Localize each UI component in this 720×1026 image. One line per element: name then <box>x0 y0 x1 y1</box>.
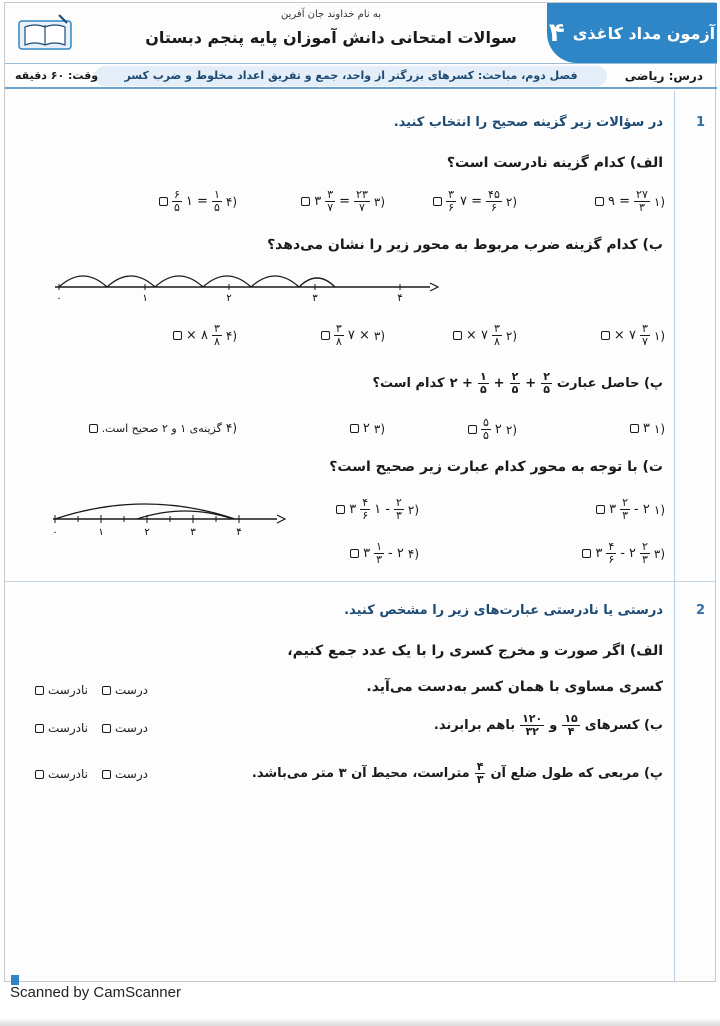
true-label: درست <box>114 683 148 697</box>
question-1a-text: الف) کدام گزینه نادرست است؟ <box>446 155 663 171</box>
checkbox[interactable] <box>173 331 182 340</box>
question-2-number: 2 <box>695 603 705 618</box>
question-text: و <box>549 718 558 733</box>
q1a-option-3[interactable]: (۳ $\frac{۲۳}{۷}$ = $\frac{۳}{۷}$ ۳ <box>301 189 385 214</box>
option-value: گزینه‌ی ۱ و ۲ صحیح است. <box>101 421 222 435</box>
option-label: (۲ <box>505 194 517 209</box>
fraction: $\frac{۲}{۵}$ <box>543 370 550 396</box>
axis-label: ۲ <box>144 527 150 538</box>
fraction: $\frac{۳}{۶}$ <box>448 188 455 214</box>
q1c-option-3[interactable] <box>350 421 385 436</box>
axis-label: ۱ <box>98 527 104 538</box>
question-2a-line-2: کسری مساوی با همان کسر به‌دست می‌آید. <box>366 679 663 695</box>
question-2-instruction: درستی یا نادرستی عبارت‌های زیر را مشخص کنید. <box>344 603 663 618</box>
axis-label: ۲ <box>226 293 232 304</box>
header-center <box>115 9 547 47</box>
option-label: (۱ <box>653 194 665 209</box>
option-label: (۳ <box>373 421 385 436</box>
fraction: $\frac{۲۷}{۳}$ <box>636 188 648 214</box>
fraction: $\frac{۴}{۳}$ <box>476 760 484 786</box>
fraction: $\frac{۱}{۳}$ <box>376 540 383 566</box>
q2a-true-choice[interactable] <box>102 683 148 697</box>
q1c-option-1[interactable] <box>630 421 665 436</box>
bismillah-line: به نام خداوند جان آفرین <box>281 9 381 20</box>
q2c-false-choice[interactable] <box>35 767 88 781</box>
checkbox[interactable] <box>102 686 111 695</box>
q2a-false-choice[interactable] <box>35 683 88 697</box>
q2b-answer-choices <box>35 721 148 735</box>
q1a-option-4[interactable] <box>159 189 237 214</box>
whole-number: ۳ <box>314 194 322 209</box>
q2b-true-choice[interactable] <box>102 721 148 735</box>
question-text: پ) حاصل عبارت <box>556 376 663 391</box>
fraction: $\frac{۳}{۷}$ <box>327 188 334 214</box>
fraction: $\frac{۲۳}{۷}$ <box>356 188 368 214</box>
option-label: (۲ <box>505 422 517 437</box>
book-logo-icon <box>15 11 75 55</box>
axis-label: ۳ <box>312 293 318 304</box>
fraction: $\frac{۲}{۳}$ <box>622 496 629 522</box>
option-label: (۳ <box>373 194 385 209</box>
q1c-option-4[interactable] <box>89 421 237 435</box>
expression-part: ۲ - <box>634 502 650 517</box>
fraction: $\frac{۳}{۸}$ <box>213 322 220 348</box>
whole-number: ۲ <box>494 422 502 437</box>
checkbox[interactable] <box>35 686 44 695</box>
question-text: باهم برابرند. <box>433 718 516 733</box>
expression-part: × ۷ <box>347 328 370 343</box>
fraction: $\frac{۳}{۷}$ <box>641 322 648 348</box>
checkbox[interactable] <box>336 505 345 514</box>
fraction: $\frac{۱۲۰}{۳۲}$ <box>522 712 543 738</box>
q2c-true-choice[interactable] <box>102 767 148 781</box>
question-1d-text: ت) با توجه به محور کدام عبارت زیر صحیح است؟ <box>329 459 663 475</box>
q1b-option-4[interactable] <box>173 323 237 348</box>
checkbox[interactable] <box>468 425 477 434</box>
expression-part: ۸ × <box>185 328 208 343</box>
fraction: $\frac{۳}{۸}$ <box>335 322 342 348</box>
checkbox[interactable] <box>159 197 168 206</box>
question-text: متراست، محیط آن ۳ متر می‌باشد. <box>251 766 470 781</box>
option-label: (۱ <box>653 421 665 436</box>
whole-number: ۳ <box>609 502 617 517</box>
fraction: $\frac{۶}{۵}$ <box>174 188 180 214</box>
exam-number: ۴ <box>548 18 565 48</box>
section-separator <box>5 581 715 582</box>
false-label: نادرست <box>48 721 88 735</box>
subject-label: درس: ریاضی <box>624 69 703 83</box>
q1d-option-1[interactable] <box>596 497 665 522</box>
false-label: نادرست <box>48 767 88 781</box>
whole-number: ۳ <box>595 546 603 561</box>
checkbox[interactable] <box>102 724 111 733</box>
time-label: وقت: ۶۰ دقیقه <box>15 69 99 82</box>
fraction: $\frac{۲}{۳}$ <box>395 496 402 522</box>
q1d-option-2[interactable] <box>336 497 419 522</box>
option-label: (۲ <box>407 502 419 517</box>
expression-part: + ۲ <box>449 376 473 391</box>
q1a-option-2[interactable] <box>433 189 517 214</box>
question-1-number: 1 <box>695 115 705 130</box>
question-2b-text <box>434 713 663 738</box>
exam-title: آزمون مداد کاغذی <box>572 23 716 43</box>
option-label: (۳ <box>653 546 665 561</box>
expression-part: ۷ × <box>613 328 636 343</box>
q1b-option-1[interactable] <box>601 323 665 348</box>
next-page-edge <box>0 1018 720 1026</box>
fraction: $\frac{۴}{۶}$ <box>362 496 369 522</box>
question-2a-line-1: الف) اگر صورت و مخرج کسری را با یک عدد جمع کنیم، <box>287 643 663 659</box>
axis-label: ۳ <box>190 527 196 538</box>
option-label: (۴ <box>225 194 237 209</box>
checkbox[interactable] <box>433 197 442 206</box>
option-label: (۴ <box>407 546 419 561</box>
header-subrow <box>5 63 717 89</box>
whole-number: ۲ <box>628 546 636 561</box>
exam-header <box>5 3 717 89</box>
option-label: (۳ <box>373 328 385 343</box>
axis-label: ۰ <box>52 527 58 538</box>
expression-part: - ۱ <box>374 502 390 517</box>
checkbox[interactable] <box>596 505 605 514</box>
q2c-answer-choices <box>35 767 148 781</box>
checkbox[interactable] <box>89 424 98 433</box>
option-label: (۱ <box>653 328 665 343</box>
expression-part: = ۹ <box>608 194 631 209</box>
question-1b-text: ب) کدام گزینه ضرب مربوط به محور زیر را نشان می‌دهد؟ <box>267 237 663 253</box>
q1d-option-4[interactable] <box>350 541 419 566</box>
true-label: درست <box>114 767 148 781</box>
option-label: (۴ <box>225 328 237 343</box>
checkbox[interactable] <box>35 770 44 779</box>
checkbox[interactable] <box>301 197 310 206</box>
question-2c-text <box>252 761 663 786</box>
fraction: $\frac{۱}{۵}$ <box>213 188 220 214</box>
expression-part: ۷ × <box>465 328 488 343</box>
question-1c-text: پ) حاصل عبارت $\frac{۲}{۵}$ + $\frac{۲}{۵}$ + $\frac{۱}{۵}$ + ۲ کدام است؟ <box>372 370 663 396</box>
checkbox[interactable] <box>35 724 44 733</box>
q1d-option-3[interactable]: (۳ $\frac{۲}{۳}$ ۲ - $\frac{۴}{۶}$ ۳ <box>582 541 665 566</box>
fraction: $\frac{۱}{۵}$ <box>479 370 487 396</box>
checkbox[interactable] <box>350 424 359 433</box>
whole-number: ۳ <box>363 546 371 561</box>
option-label: (۲ <box>505 328 517 343</box>
whole-number: ۳ <box>349 502 357 517</box>
checkbox[interactable] <box>595 197 604 206</box>
q2a-answer-choices <box>35 683 148 697</box>
axis-label: ۰ <box>56 293 62 304</box>
fraction: $\frac{۱۵}{۴}$ <box>564 712 578 738</box>
q1c-option-2[interactable] <box>468 417 517 442</box>
exam-page <box>4 2 716 982</box>
option-value: ۲ <box>362 421 370 436</box>
checkbox[interactable] <box>321 331 330 340</box>
option-label: (۴ <box>225 421 237 435</box>
checkbox[interactable] <box>630 424 639 433</box>
scanner-watermark: Scanned by CamScanner <box>10 984 181 1001</box>
option-value: ۳ <box>642 421 650 436</box>
q1a-option-1[interactable] <box>595 189 665 214</box>
fraction: $\frac{۵}{۵}$ <box>482 416 489 442</box>
axis-label: ۴ <box>236 527 242 538</box>
question-text: ب) کسرهای <box>584 718 663 733</box>
true-label: درست <box>114 721 148 735</box>
checkbox[interactable] <box>453 331 462 340</box>
axis-label: ۴ <box>397 293 403 304</box>
q2b-false-choice[interactable] <box>35 721 88 735</box>
topic-banner: فصل دوم، مباحث: کسرهای بزرگتر از واحد، جمع و تفریق اعداد مخلوط و ضرب کسر <box>95 66 607 86</box>
number-line-d <box>45 495 295 539</box>
option-label: (۱ <box>653 502 665 517</box>
expression-part: ۲ - <box>388 546 404 561</box>
question-text: پ) مربعی که طول ضلع آن <box>490 766 663 781</box>
checkbox[interactable] <box>350 549 359 558</box>
q1b-option-3[interactable] <box>321 323 385 348</box>
fraction: $\frac{۲}{۳}$ <box>641 540 648 566</box>
checkbox[interactable] <box>102 770 111 779</box>
number-line-b <box>45 265 445 305</box>
question-1-instruction: در سؤالات زیر گزینه صحیح را انتخاب کنید. <box>393 115 663 130</box>
expression-part: = ۷ <box>460 194 483 209</box>
fraction: $\frac{۴۵}{۶}$ <box>488 188 500 214</box>
expression-part: = ۱ <box>185 194 208 209</box>
fraction: $\frac{۴}{۶}$ <box>608 540 615 566</box>
main-title: سوالات امتحانی دانش آموزان پایه پنجم دبستان <box>145 28 517 47</box>
question-text: کدام است؟ <box>372 376 445 391</box>
question-number-divider <box>674 91 675 981</box>
checkbox[interactable] <box>582 549 591 558</box>
checkbox[interactable] <box>601 331 610 340</box>
false-label: نادرست <box>48 683 88 697</box>
fraction: $\frac{۲}{۵}$ <box>511 370 519 396</box>
exam-title-banner <box>547 3 717 63</box>
axis-label: ۱ <box>142 293 148 304</box>
fraction: $\frac{۳}{۸}$ <box>493 322 500 348</box>
q1b-option-2[interactable] <box>453 323 517 348</box>
